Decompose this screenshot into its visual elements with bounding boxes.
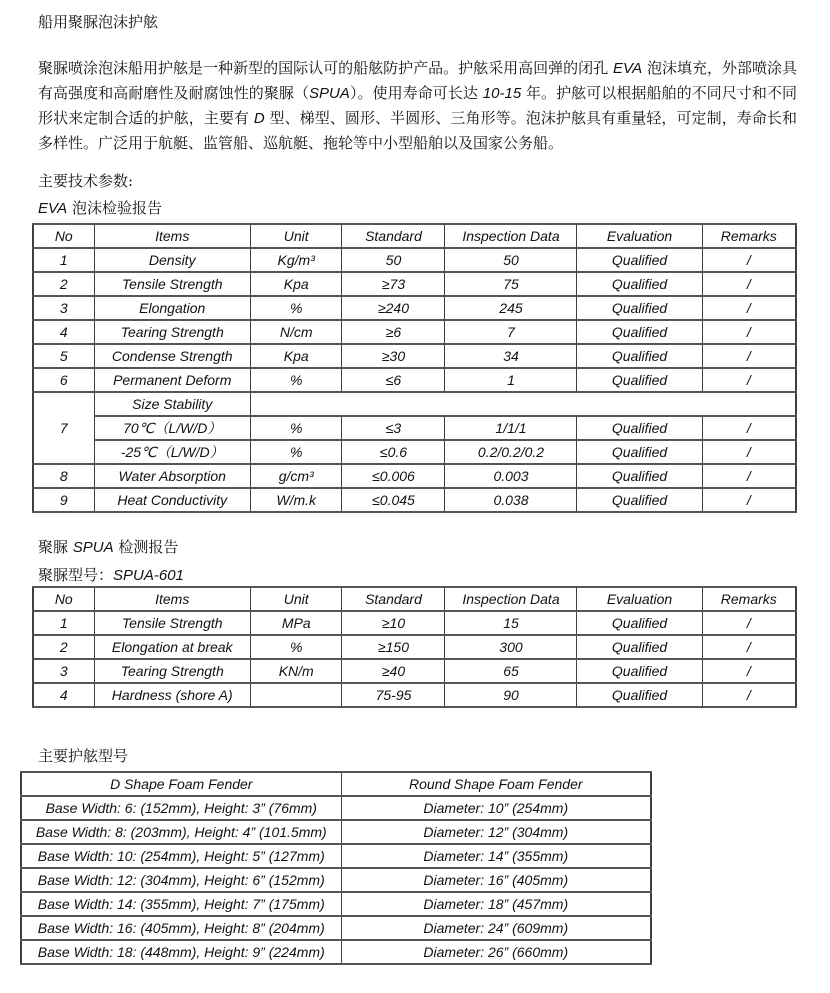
table-cell: 50 — [445, 248, 577, 272]
table-row — [33, 683, 796, 707]
column-header: Inspection Data — [445, 587, 577, 611]
table-cell: / — [702, 416, 796, 440]
table-cell: 75-95 — [342, 683, 445, 707]
table-row — [21, 916, 651, 940]
table-cell: 4 — [33, 683, 94, 707]
table-cell: Base Width: 12: (304mm), Height: 6” (152mm) — [21, 868, 341, 892]
table-cell: W/m.k — [250, 488, 342, 512]
table-row — [33, 248, 796, 272]
table-cell: Diameter: 16” (405mm) — [341, 868, 651, 892]
table-cell: Size Stability — [94, 392, 250, 416]
table-row — [21, 796, 651, 820]
table-cell: ≤0.006 — [342, 464, 445, 488]
column-header: Evaluation — [577, 224, 702, 248]
table-cell: 6 — [33, 368, 94, 392]
table-cell: Qualified — [577, 320, 702, 344]
table-cell: ≥30 — [342, 344, 445, 368]
table-cell: Qualified — [577, 611, 702, 635]
spua-report-table — [32, 586, 797, 708]
table-cell: g/cm³ — [250, 464, 342, 488]
table-cell: 65 — [445, 659, 577, 683]
table-cell: Hardness (shore A) — [94, 683, 250, 707]
table-cell: 90 — [445, 683, 577, 707]
table-cell: Heat Conductivity — [94, 488, 250, 512]
table-row — [21, 940, 651, 964]
table-cell: 2 — [33, 272, 94, 296]
table-cell: / — [702, 296, 796, 320]
table-row — [33, 392, 796, 416]
table-cell: Diameter: 26” (660mm) — [341, 940, 651, 964]
table-cell: 1 — [445, 368, 577, 392]
table-header-row — [21, 772, 651, 796]
table-cell: ≤3 — [342, 416, 445, 440]
table-cell: / — [702, 635, 796, 659]
table-row — [33, 635, 796, 659]
table-cell: 9 — [33, 488, 94, 512]
table-cell: % — [250, 416, 342, 440]
table-cell: 0.038 — [445, 488, 577, 512]
table-cell: 245 — [445, 296, 577, 320]
table-cell: Tearing Strength — [94, 320, 250, 344]
table-cell: Tearing Strength — [94, 659, 250, 683]
table-cell: Density — [94, 248, 250, 272]
table-cell: Qualified — [577, 296, 702, 320]
table-cell: 0.003 — [445, 464, 577, 488]
table-cell: Qualified — [577, 368, 702, 392]
table-cell: Base Width: 16: (405mm), Height: 8” (204mm) — [21, 916, 341, 940]
table-cell: 5 — [33, 344, 94, 368]
table-cell: ≤0.045 — [342, 488, 445, 512]
table-cell: / — [702, 611, 796, 635]
table-cell: 75 — [445, 272, 577, 296]
column-header: No — [33, 224, 94, 248]
table-cell: Qualified — [577, 683, 702, 707]
table-row — [21, 892, 651, 916]
column-header: Remarks — [702, 224, 796, 248]
column-header: Standard — [342, 587, 445, 611]
table-cell: MPa — [250, 611, 342, 635]
table-header-row — [33, 224, 796, 248]
table-cell: Elongation — [94, 296, 250, 320]
table-row — [21, 868, 651, 892]
column-header: D Shape Foam Fender — [21, 772, 341, 796]
table-cell: ≥73 — [342, 272, 445, 296]
table-cell: ≥150 — [342, 635, 445, 659]
fender-models-table — [20, 771, 652, 965]
table-cell: 8 — [33, 464, 94, 488]
table-row — [33, 488, 796, 512]
spua-report-heading: 聚脲 SPUA 检测报告 — [38, 538, 179, 556]
table-cell: N/cm — [250, 320, 342, 344]
table-cell: 50 — [342, 248, 445, 272]
eva-report-heading: EVA 泡沫检验报告 — [38, 199, 162, 217]
table-cell: ≥240 — [342, 296, 445, 320]
column-header: Items — [94, 224, 250, 248]
table-cell: Diameter: 10” (254mm) — [341, 796, 651, 820]
table-cell: Qualified — [577, 416, 702, 440]
table-row — [21, 844, 651, 868]
table-cell: Water Absorption — [94, 464, 250, 488]
table-cell: Kpa — [250, 272, 342, 296]
column-header: Evaluation — [577, 587, 702, 611]
table-cell: Qualified — [577, 635, 702, 659]
table-cell: % — [250, 440, 342, 464]
table-row — [33, 440, 796, 464]
table-row — [33, 659, 796, 683]
table-cell: ≥10 — [342, 611, 445, 635]
table-cell: ≤0.6 — [342, 440, 445, 464]
table-cell: 3 — [33, 296, 94, 320]
table-cell: / — [702, 488, 796, 512]
table-cell: Permanent Deform — [94, 368, 250, 392]
column-header: Inspection Data — [445, 224, 577, 248]
table-cell: Kpa — [250, 344, 342, 368]
table-cell: % — [250, 296, 342, 320]
table-cell: Qualified — [577, 440, 702, 464]
table-cell: Tensile Strength — [94, 272, 250, 296]
table-cell: 15 — [445, 611, 577, 635]
table-row — [33, 611, 796, 635]
table-row — [33, 272, 796, 296]
table-cell: Qualified — [577, 248, 702, 272]
table-row — [33, 416, 796, 440]
table-header-row — [33, 587, 796, 611]
table-cell: Qualified — [577, 464, 702, 488]
table-cell: / — [702, 248, 796, 272]
table-cell: % — [250, 635, 342, 659]
table-cell: 300 — [445, 635, 577, 659]
table-cell: Qualified — [577, 272, 702, 296]
fender-models-heading: 主要护舷型号 — [38, 747, 129, 765]
table-cell: Base Width: 8: (203mm), Height: 4” (101.5mm) — [21, 820, 341, 844]
table-cell: Base Width: 18: (448mm), Height: 9” (224mm) — [21, 940, 341, 964]
table-cell: / — [702, 464, 796, 488]
table-cell: 1 — [33, 248, 94, 272]
column-header: No — [33, 587, 94, 611]
table-cell: Qualified — [577, 488, 702, 512]
column-header: Unit — [250, 224, 342, 248]
table-cell: / — [702, 368, 796, 392]
table-cell — [250, 392, 796, 416]
table-row — [33, 320, 796, 344]
page-title: 船用聚脲泡沫护舷 — [38, 13, 159, 31]
table-cell: 70℃（L/W/D） — [94, 416, 250, 440]
table-cell: Condense Strength — [94, 344, 250, 368]
table-cell: Kg/m³ — [250, 248, 342, 272]
table-cell: Diameter: 18” (457mm) — [341, 892, 651, 916]
table-cell: / — [702, 272, 796, 296]
table-cell: Base Width: 10: (254mm), Height: 5” (127mm) — [21, 844, 341, 868]
table-cell: ≤6 — [342, 368, 445, 392]
table-cell: -25℃（L/W/D） — [94, 440, 250, 464]
table-cell: Diameter: 12” (304mm) — [341, 820, 651, 844]
table-cell: / — [702, 440, 796, 464]
table-cell: KN/m — [250, 659, 342, 683]
table-cell: 1 — [33, 611, 94, 635]
intro-paragraph: 聚脲喷涂泡沫船用护舷是一种新型的国际认可的船舷防护产品。护舷采用高回弹的闭孔 EVA 泡沫填充，外部喷涂具有高强度和高耐磨性及耐腐蚀性的聚脲（SPUA）。使用寿命可长达 10-15 年。护舷可以根据船舶的不同尺寸和不同形状来定制合适的护舷，主要有 D 型、梯型、圆形、半圆形、三角形等。泡沫护舷具有重量轻，可定制，寿命长和多样性。广泛用于航艇、监管船、巡航艇、拖轮等中小型船舶以及国家公务船。 — [38, 59, 797, 152]
table-cell — [250, 683, 342, 707]
table-row — [33, 296, 796, 320]
table-row — [33, 368, 796, 392]
table-cell: 4 — [33, 320, 94, 344]
table-cell: / — [702, 683, 796, 707]
spua-model-line: 聚脲型号：SPUA-601 — [38, 566, 184, 584]
table-row — [33, 464, 796, 488]
eva-foam-report-table — [32, 223, 797, 513]
table-cell: 0.2/0.2/0.2 — [445, 440, 577, 464]
table-cell: Base Width: 14: (355mm), Height: 7” (175mm) — [21, 892, 341, 916]
table-cell: Base Width: 6: (152mm), Height: 3” (76mm) — [21, 796, 341, 820]
table-cell: / — [702, 344, 796, 368]
table-cell: / — [702, 659, 796, 683]
table-cell: Qualified — [577, 344, 702, 368]
table-cell: 2 — [33, 635, 94, 659]
column-header: Unit — [250, 587, 342, 611]
column-header: Standard — [342, 224, 445, 248]
table-cell: / — [702, 320, 796, 344]
table-row — [21, 820, 651, 844]
table-cell: ≥40 — [342, 659, 445, 683]
tech-params-heading: 主要技术参数: — [38, 172, 134, 190]
table-cell: % — [250, 368, 342, 392]
table-cell: 7 — [445, 320, 577, 344]
table-cell: 1/1/1 — [445, 416, 577, 440]
table-cell: Diameter: 14” (355mm) — [341, 844, 651, 868]
table-cell: 7 — [33, 392, 94, 464]
table-cell: Diameter: 24” (609mm) — [341, 916, 651, 940]
column-header: Remarks — [702, 587, 796, 611]
table-cell: 34 — [445, 344, 577, 368]
table-cell: 3 — [33, 659, 94, 683]
table-row — [33, 344, 796, 368]
column-header: Round Shape Foam Fender — [341, 772, 651, 796]
table-cell: ≥6 — [342, 320, 445, 344]
table-cell: Elongation at break — [94, 635, 250, 659]
column-header: Items — [94, 587, 250, 611]
table-cell: Tensile Strength — [94, 611, 250, 635]
table-cell: Qualified — [577, 659, 702, 683]
